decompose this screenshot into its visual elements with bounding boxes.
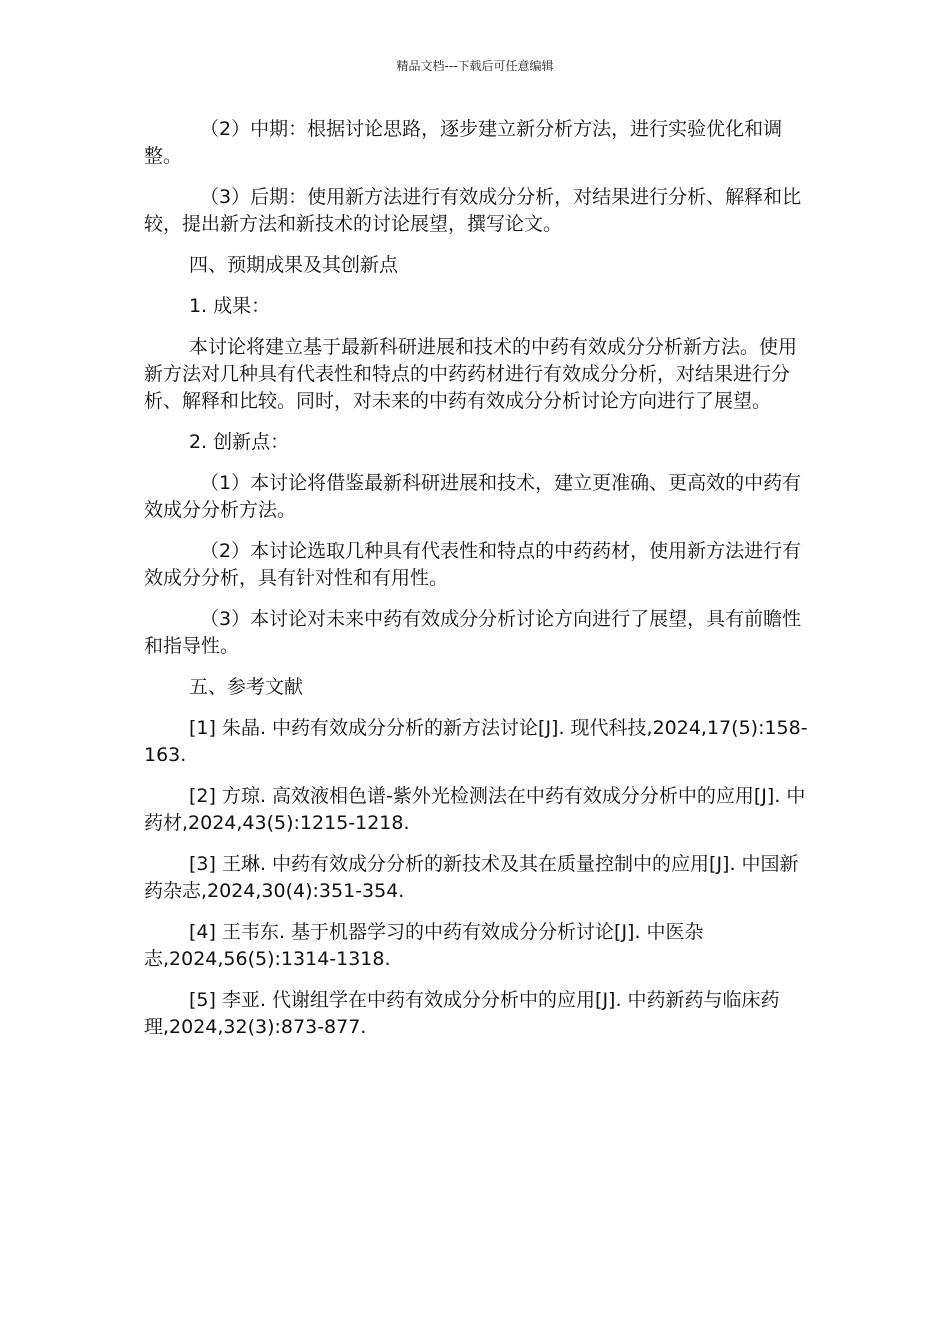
reference-item: [4] 王韦东. 基于机器学习的中药有效成分分析讨论[J]. 中医杂志,2024,56(5):1314-1318. [144,921,704,970]
page-header: 精品文档---下载后可任意编辑 [396,59,554,73]
paragraph-results: 本讨论将建立基于最新科研进展和技术的中药有效成分分析新方法。使用新方法对几种具有代表性和特点的中药药材进行有效成分分析，对结果进行分析、解释和比较。同时，对未来的中药有效成分分析讨论方向进行了展望。 [144,336,798,412]
section-heading-expected-results: 四、预期成果及其创新点 [189,254,399,276]
reference-item: [2] 方琼. 高效液相色谱-紫外光检测法在中药有效成分分析中的应用[J]. 中药材,2024,43(5):1215-1218. [144,785,806,834]
section-heading-references: 五、参考文献 [189,676,304,698]
reference-item: [1] 朱晶. 中药有效成分分析的新方法讨论[J]. 现代科技,2024,17(5):158-163. [144,717,808,766]
paragraph-late-stage: （3）后期：使用新方法进行有效成分分析，对结果进行分析、解释和比较，提出新方法和新技术的讨论展望，撰写论文。 [144,186,802,235]
reference-item: [5] 李亚. 代谢组学在中药有效成分分析中的应用[J]. 中药新药与临床药理,2024,32(3):873-877. [144,989,780,1038]
paragraph-innovation-2: （2）本讨论选取几种具有代表性和特点的中药药材，使用新方法进行有效成分分析，具有针对性和有用性。 [144,540,802,589]
paragraph-innovation-1: （1）本讨论将借鉴最新科研进展和技术，建立更准确、更高效的中药有效成分分析方法。 [144,472,802,521]
subheading-results: 1. 成果： [189,295,271,317]
subheading-innovation: 2. 创新点： [189,431,290,453]
paragraph-mid-stage: （2）中期：根据讨论思路，逐步建立新分析方法，进行实验优化和调整。 [144,118,783,167]
reference-item: [3] 王琳. 中药有效成分分析的新技术及其在质量控制中的应用[J]. 中国新药杂志,2024,30(4):351-354. [144,853,799,902]
paragraph-innovation-3: （3）本讨论对未来中药有效成分分析讨论方向进行了展望，具有前瞻性和指导性。 [144,608,802,657]
document-body [144,116,808,1055]
